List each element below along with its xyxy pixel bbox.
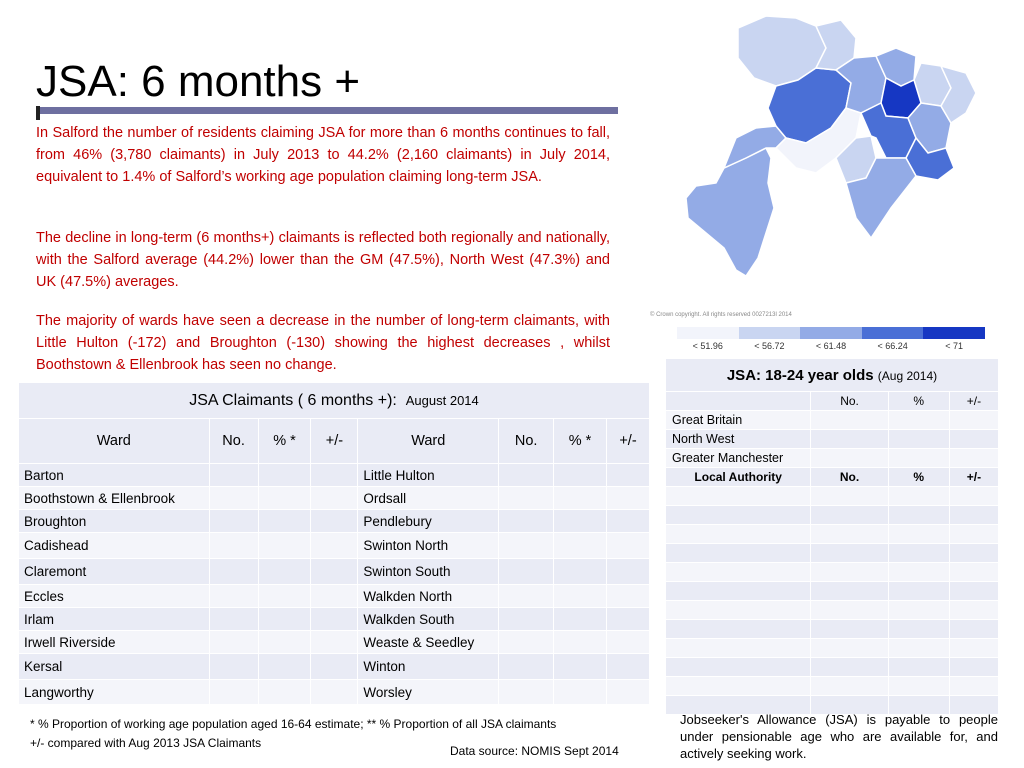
table-row xyxy=(666,487,999,506)
col-change: +/- xyxy=(949,392,998,411)
paragraph-salford-decline: In Salford the number of residents claiming JSA for more than 6 months continues to fall, from 46% (3,780 claimants) in July 2013 to 44.2% (2,160 claimants) in July 2014, equivalent to 1.4% of Salford’s working age population claiming long-term JSA. xyxy=(36,125,610,185)
table-row xyxy=(19,680,650,705)
legend-label: < 51.96 xyxy=(692,341,723,351)
table-row xyxy=(666,601,999,620)
legend-label: < 61.48 xyxy=(815,341,847,351)
legend-swatch-1 xyxy=(677,327,739,339)
col-percent: % xyxy=(888,392,949,411)
main-table-title xyxy=(19,383,650,419)
legend-swatch-4 xyxy=(862,327,924,339)
table-row xyxy=(666,658,999,677)
col-ward: Ward xyxy=(358,419,499,464)
col-percent: % * xyxy=(554,419,607,464)
youth-table-subtitle: (Aug 2014) xyxy=(877,368,938,383)
map-legend-bar xyxy=(677,327,985,339)
legend-label: < 56.72 xyxy=(754,341,785,351)
paragraph-regional-comparison: The decline in long-term (6 months+) claimants is reflected both regionally and nationally, with the Salford average (44.2%) lower than the GM (47.5%), North West (47.3%) and UK (47.5%) averages. xyxy=(36,230,610,290)
col-number: No. xyxy=(499,419,554,464)
ward-name: Swinton South xyxy=(358,559,499,585)
ward-name: Worsley xyxy=(358,680,499,705)
map-ward-west xyxy=(686,148,774,276)
ward-name: Boothstown & Ellenbrook xyxy=(19,487,210,510)
region-name: North West xyxy=(666,430,811,449)
legend-label: < 66.24 xyxy=(877,341,908,351)
table-row xyxy=(666,620,999,639)
table-row xyxy=(19,654,650,680)
legend-swatch-5 xyxy=(923,327,985,339)
table-row xyxy=(666,544,999,563)
ward-name: Little Hulton xyxy=(358,464,499,487)
footnote-proportion: * % Proportion of working age population aged 16-64 estimate; ** % Proportion of all JSA claimants xyxy=(30,717,557,731)
main-table-title-text: JSA Claimants ( 6 months +): xyxy=(189,391,397,409)
footnote-comparison: +/- compared with Aug 2013 JSA Claimants xyxy=(30,736,262,750)
la-header: Local Authority xyxy=(666,468,811,487)
ward-name: Barton xyxy=(19,464,210,487)
ward-name: Kersal xyxy=(19,654,210,680)
col-number: No. xyxy=(811,392,888,411)
jsa-claimants-table xyxy=(18,382,650,705)
youth-table-title-text: JSA: 18-24 year olds xyxy=(726,366,874,384)
paragraph-ward-changes: The majority of wards have seen a decrease in the number of long-term claimants, with Little Hulton (-172) and Broughton (-130) showing the highest decreases , whilst Boothstown & Ellenbrook has seen no change. xyxy=(36,313,610,373)
table-row xyxy=(19,533,650,559)
col-number: No. xyxy=(811,468,888,487)
table-row xyxy=(19,510,650,533)
ward-name: Eccles xyxy=(19,585,210,608)
main-table-subtitle: August 2014 xyxy=(405,392,479,408)
table-row xyxy=(666,563,999,582)
table-row xyxy=(19,631,650,654)
table-row xyxy=(19,585,650,608)
table-row xyxy=(19,464,650,487)
map-copyright: © Crown copyright. All rights reserved 0027213l 2014 xyxy=(650,312,792,318)
ward-name: Broughton xyxy=(19,510,210,533)
table-row xyxy=(666,506,999,525)
col-change: +/- xyxy=(606,419,649,464)
legend-swatch-3 xyxy=(800,327,862,339)
region-name: Great Britain xyxy=(666,411,811,430)
salford-ward-map xyxy=(676,8,1004,280)
jsa-18-24-table xyxy=(665,358,999,715)
ward-name: Cadishead xyxy=(19,533,210,559)
ward-name: Weaste & Seedley xyxy=(358,631,499,654)
ward-name: Walkden North xyxy=(358,585,499,608)
table-row xyxy=(19,487,650,510)
legend-label: < 71 xyxy=(945,341,964,351)
col-ward: Ward xyxy=(19,419,210,464)
page-title: JSA: 6 months + xyxy=(36,57,361,106)
table-row xyxy=(666,639,999,658)
ward-name: Swinton North xyxy=(358,533,499,559)
title-rule xyxy=(40,107,618,114)
ward-name: Langworthy xyxy=(19,680,210,705)
jsa-definition: Jobseeker's Allowance (JSA) is payable to people under pensionable age who are available for, and actively seeking work. xyxy=(680,712,998,761)
ward-name: Ordsall xyxy=(358,487,499,510)
table-row xyxy=(19,608,650,631)
col-percent: % xyxy=(888,468,949,487)
ward-name: Pendlebury xyxy=(358,510,499,533)
region-name: Greater Manchester xyxy=(666,449,811,468)
ward-name: Irlam xyxy=(19,608,210,631)
ward-name: Walkden South xyxy=(358,608,499,631)
table-row xyxy=(666,677,999,696)
ward-name: Winton xyxy=(358,654,499,680)
col-percent: % * xyxy=(258,419,311,464)
legend-swatch-2 xyxy=(739,327,801,339)
col-change: +/- xyxy=(311,419,358,464)
ward-name: Claremont xyxy=(19,559,210,585)
table-row xyxy=(666,582,999,601)
table-row xyxy=(666,430,999,449)
table-row xyxy=(666,411,999,430)
youth-table-title xyxy=(666,359,999,392)
table-row xyxy=(666,449,999,468)
col-change: +/- xyxy=(949,468,998,487)
table-row xyxy=(19,559,650,585)
data-source: Data source: NOMIS Sept 2014 xyxy=(450,744,619,758)
map-legend-labels xyxy=(677,341,985,351)
table-row xyxy=(666,525,999,544)
ward-name: Irwell Riverside xyxy=(19,631,210,654)
col-number: No. xyxy=(209,419,258,464)
